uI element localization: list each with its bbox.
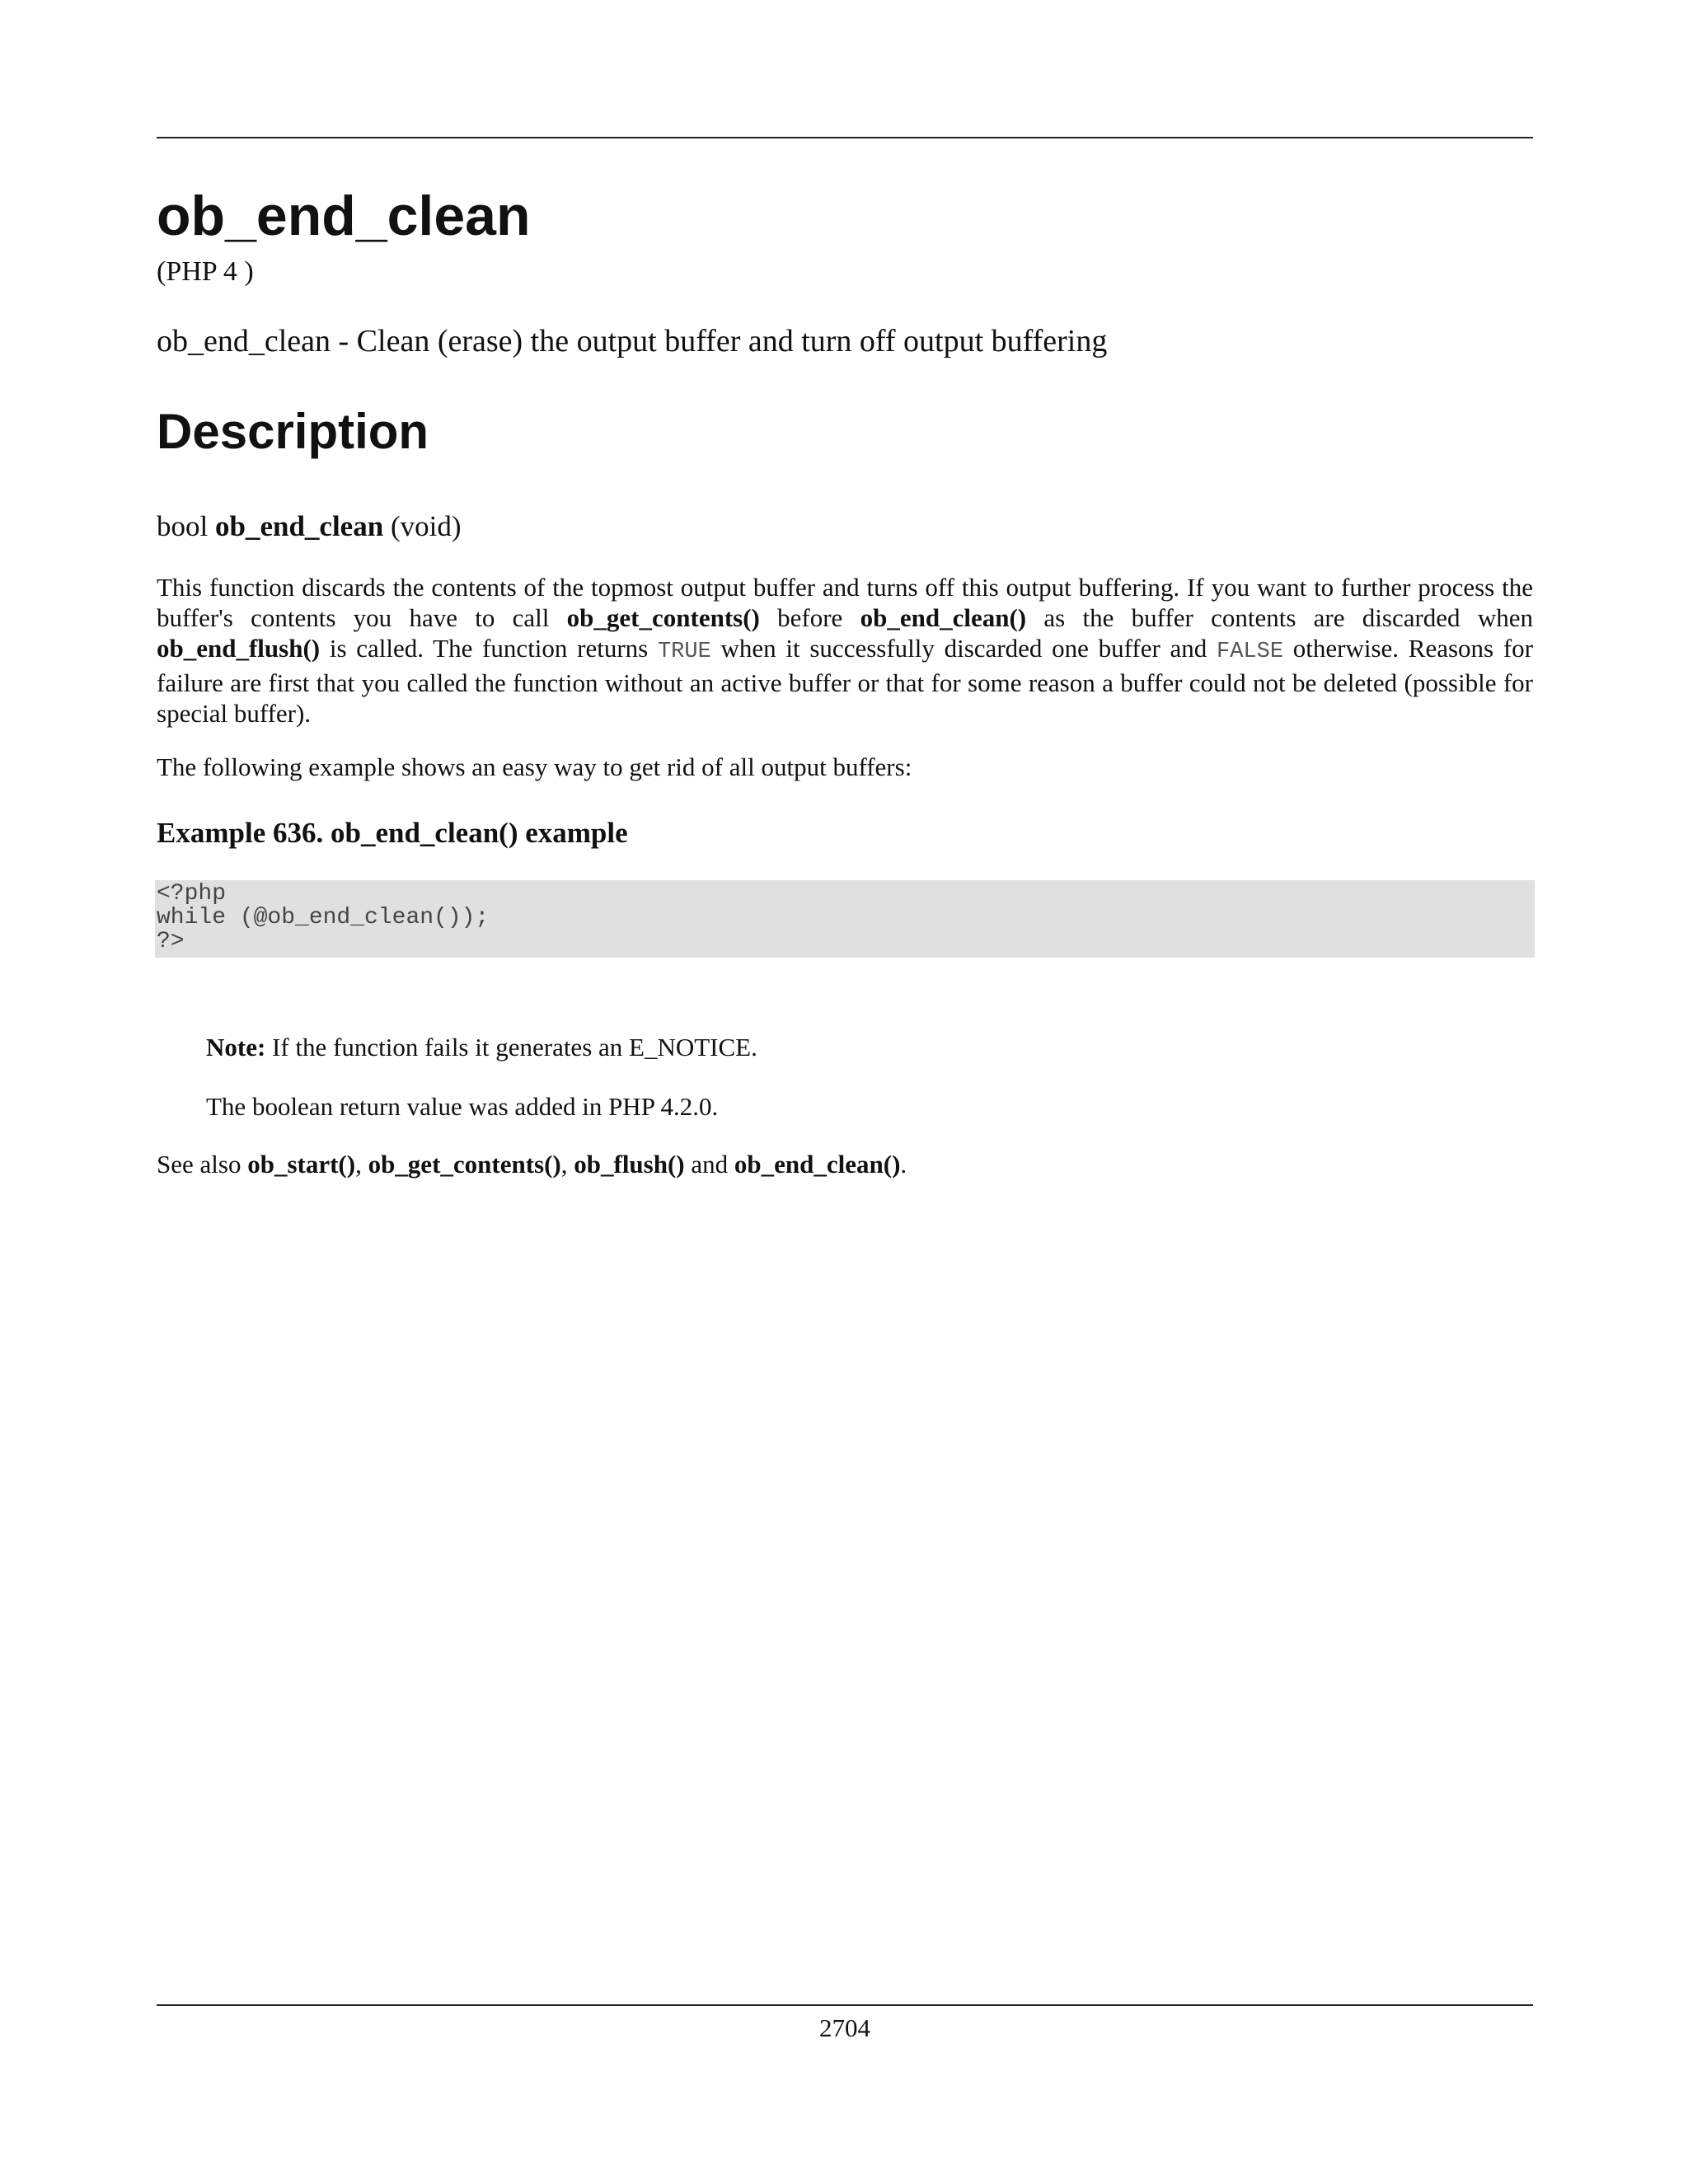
text-run: when it successfully discarded one buffer and	[710, 634, 1217, 663]
function-refname: ob_end_clean - Clean (erase) the output buffer and turn off output buffering	[157, 324, 1108, 359]
see-also-ob-get-contents: ob_get_contents()	[368, 1150, 561, 1179]
code-line: ?>	[157, 929, 185, 954]
page-number: 2704	[819, 2013, 870, 2042]
text-run: See also	[157, 1150, 248, 1179]
description-heading: Description	[157, 404, 429, 459]
function-ref-ob-get-contents: ob_get_contents()	[566, 603, 760, 632]
top-rule	[157, 137, 1533, 138]
text-run: If the function fails it generates an E_NOTICE.	[265, 1033, 757, 1062]
see-also-ob-start: ob_start()	[247, 1150, 356, 1179]
function-name: ob_end_clean	[214, 510, 384, 542]
text-run: ,	[560, 1150, 574, 1179]
text-run: This function discards the contents of the topmost output buffer and turns off this output buffering. If you want to further process the buffer's contents you have to call	[157, 573, 1533, 632]
function-ref-ob-end-flush: ob_end_flush()	[157, 634, 321, 663]
text-run: before	[759, 603, 860, 632]
page-title: ob_end_clean	[157, 185, 531, 247]
bottom-rule	[157, 2004, 1533, 2006]
code-example	[155, 880, 1535, 958]
description-paragraph	[157, 572, 1533, 729]
example-intro-paragraph: The following example shows an easy way to get rid of all output buffers:	[157, 752, 912, 781]
note-text	[206, 1032, 757, 1062]
text-run: .	[900, 1150, 907, 1179]
text-run: ,	[355, 1150, 368, 1179]
function-synopsis	[157, 509, 461, 544]
code-line: <?php	[157, 881, 227, 907]
function-params: (void)	[390, 510, 462, 542]
php-version: (PHP 4 )	[157, 256, 254, 287]
see-also	[157, 1149, 907, 1179]
text-run: otherwise. Reasons for failure are first that you called the function without an active buffer or that for some reason a buffer could not be deleted (possible for special buffer).	[157, 634, 1533, 728]
text-run: as the buffer contents are discarded when	[1026, 603, 1533, 632]
code-line: while (@ob_end_clean());	[157, 905, 490, 930]
document-page	[157, 0, 1533, 2184]
example-title: Example 636. ob_end_clean() example	[157, 817, 628, 849]
constant-true: TRUE	[657, 640, 711, 664]
return-type: bool	[157, 510, 209, 542]
text-run: and	[684, 1150, 734, 1179]
see-also-ob-end-clean: ob_end_clean()	[734, 1150, 901, 1179]
function-ref-ob-end-clean: ob_end_clean()	[860, 603, 1027, 632]
note-label: Note:	[206, 1033, 266, 1062]
note-text-2: The boolean return value was added in PHP 4.2.0.	[206, 1092, 719, 1121]
text-run: is called. The function returns	[320, 634, 658, 663]
constant-false: FALSE	[1217, 640, 1284, 664]
see-also-ob-flush: ob_flush()	[574, 1150, 685, 1179]
